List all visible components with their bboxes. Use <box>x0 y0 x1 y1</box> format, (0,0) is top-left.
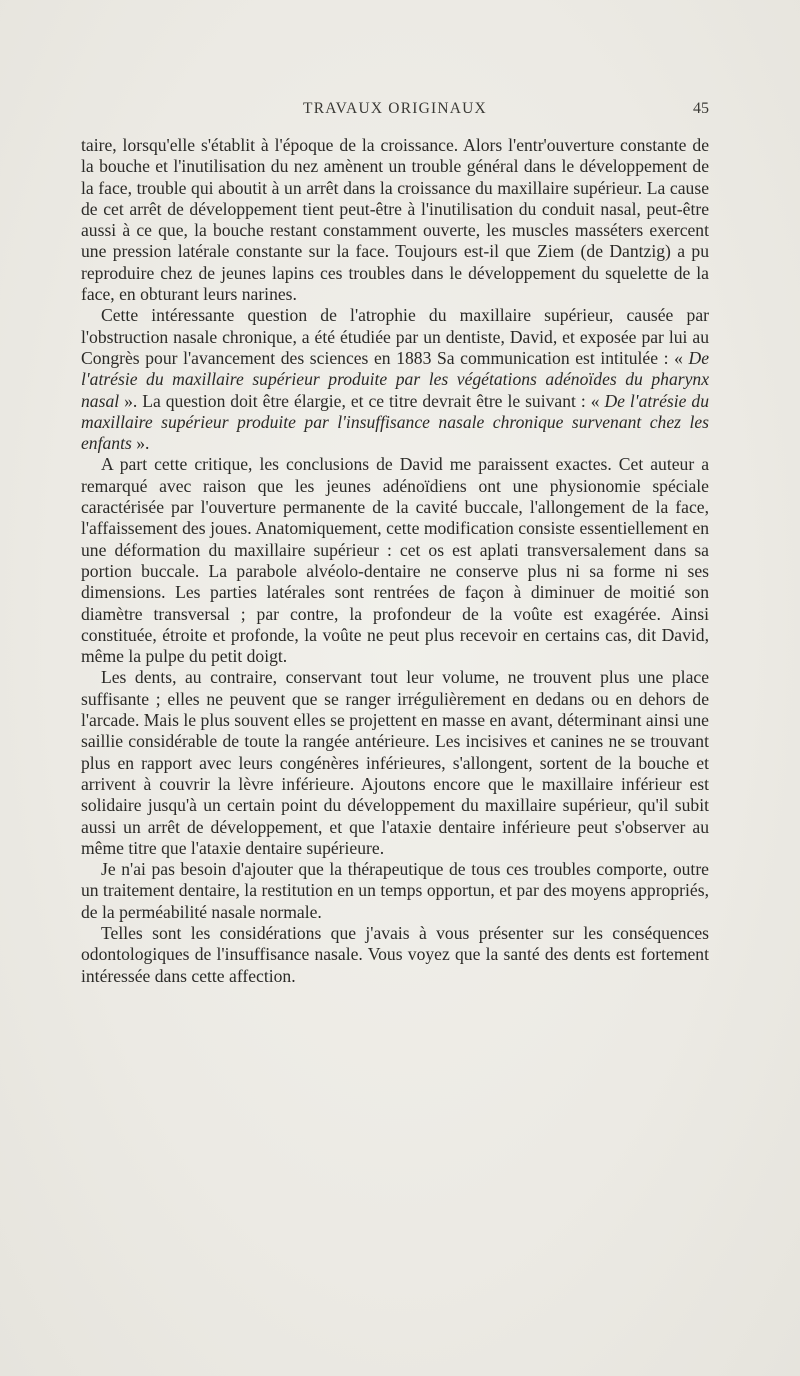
paragraph-p5 <box>81 859 709 923</box>
text-run: ». La question doit être élargie, et ce titre devrait être le suivant : « <box>119 390 605 411</box>
italic-title: De l'atrésie du maxillaire supérieur produite par les végétations adénoïdes du pharynx nasal <box>81 347 709 411</box>
text-run: A part cette critique, les conclusions de David me paraissent exactes. Cet auteur a remarqué avec raison que les jeunes adénoïdiens ont une physionomie spéciale caractérisée par l'ouverture permanente de la cavité buccale, l'allongement de la face, l'affaissement des joues. Anatomiquement, cette modification consiste essentiellement en une déformation du maxillaire supérieur : cet os est aplati transversalement dans sa portion buccale. La parabole alvéolo-dentaire ne conserve plus ni sa forme ni ses dimensions. Les parties latérales sont rentrées de façon à diminuer de moitié son diamètre transversal ; par contre, la profondeur de la voûte est exagérée. Ainsi constituée, étroite et profonde, la voûte ne peut plus recevoir en certains cas, dit David, même la pulpe du petit doigt. <box>81 454 709 667</box>
text-run: taire, lorsqu'elle s'établit à l'époque de la croissance. Alors l'entr'ouverture constante de la bouche et l'inutilisation du nez amènent un trouble général dans le développement de la face, trouble qui aboutit à un arrêt dans la croissance du maxillaire supérieur. La cause de cet arrêt de développement tient peut-être à l'inutilisation du conduit nasal, peut-être aussi à ce que, la bouche restant constamment ouverte, les muscles masséters exercent une pression latérale constante sur la face. Toujours est-il que Ziem (de Dantzig) a pu reproduire chez de jeunes lapins ces troubles dans le développement du squelette de la face, en obturant leurs narines. <box>81 135 709 305</box>
paragraph-p4 <box>81 667 709 859</box>
text-run: Les dents, au contraire, conservant tout leur volume, ne trouvent plus une place suffisante ; elles ne peuvent que se ranger irrégulièrement en dedans ou en dehors de l'arcade. Mais le plus souvent elles se projettent en masse en avant, déterminant ainsi une saillie considérable de toute la rangée antérieure. Les incisives et canines ne se trouvant plus en rapport avec leurs congénères inférieures, s'allongent, sortent de la bouche et arrivent à couvrir la lèvre inférieure. Ajoutons encore que le maxillaire inférieur est solidaire jusqu'à un certain point du développement du maxillaire supérieur, qu'il subit aussi un arrêt de développement, et que l'ataxie dentaire inférieure peut s'observer au même titre que l'ataxie dentaire supérieure. <box>81 667 709 858</box>
text-run: ». <box>131 433 150 454</box>
text-run: Telles sont les considérations que j'avais à vous présenter sur les conséquences odontologiques de l'insuffisance nasale. Vous voyez que la santé des dents est fortement intéressée dans cette affection. <box>81 922 709 986</box>
body-text <box>81 135 709 987</box>
italic-title: De l'atrésie du maxillaire supérieur produite par l'insuffisance nasale chronique survenant chez les enfants <box>81 390 709 454</box>
running-header <box>81 100 709 124</box>
page-number: 45 <box>693 100 709 117</box>
paragraph-p3 <box>81 454 709 667</box>
paragraph-p2 <box>81 305 709 454</box>
text-run: Cette intéressante question de l'atrophie du maxillaire supérieur, causée par l'obstruction nasale chronique, a été étudiée par un dentiste, David, et exposée par lui au Congrès pour l'avancement des sciences en 1883 Sa communication est intitulée : « <box>81 305 709 368</box>
running-title: TRAVAUX ORIGINAUX <box>303 100 487 117</box>
text-run: Je n'ai pas besoin d'ajouter que la thérapeutique de tous ces troubles comporte, outre un traitement dentaire, la restitution en un temps opportun, et par des moyens appropriés, de la perméabilité nasale normale. <box>81 859 709 922</box>
paragraph-p1 <box>81 135 709 305</box>
paragraph-p6 <box>81 923 709 987</box>
